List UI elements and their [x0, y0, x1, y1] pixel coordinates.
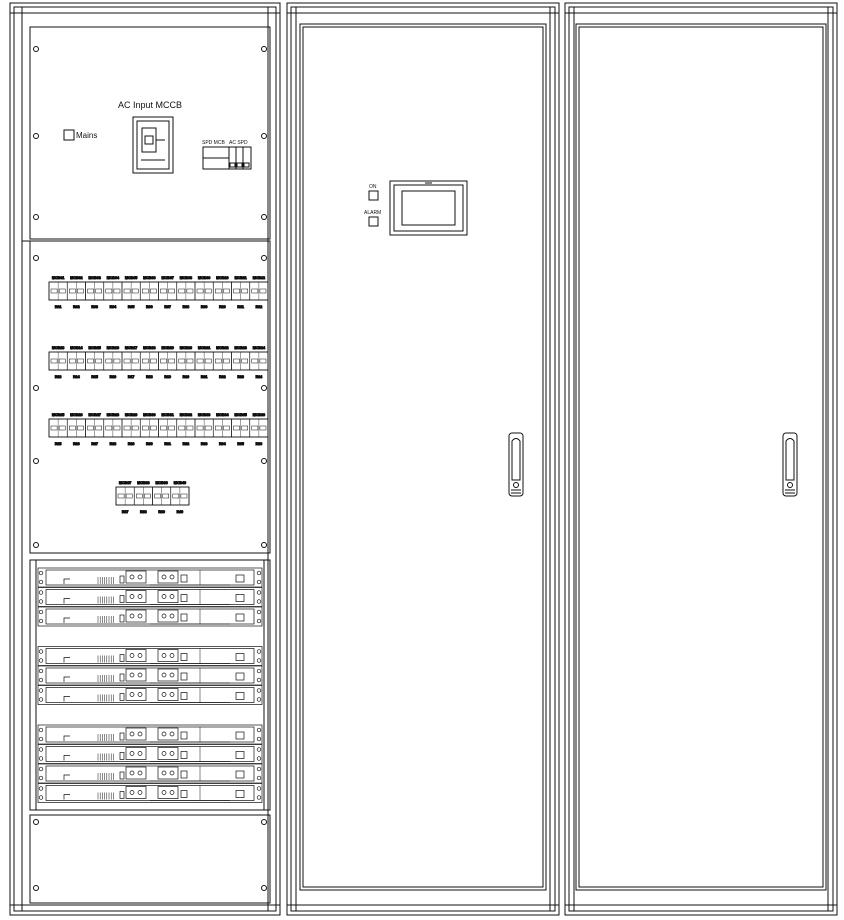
mcb-label: MCB16: [106, 346, 119, 350]
r-label: R37: [121, 510, 129, 514]
mcb-breaker[interactable]: [86, 352, 104, 370]
mcb-breaker[interactable]: [67, 419, 85, 437]
mcb-label: MCB21: [198, 346, 211, 350]
r-label: R30: [146, 442, 153, 446]
breaker-row: [49, 276, 268, 309]
screw-icon: [34, 459, 39, 464]
mcb-label: MCB11: [234, 276, 247, 280]
rectifier-module[interactable]: [38, 588, 262, 607]
mcb-label: MCB36: [252, 413, 265, 417]
mcb-breaker[interactable]: [232, 352, 250, 370]
mcb-breaker[interactable]: [140, 282, 158, 300]
screw-icon: [262, 215, 267, 220]
module-connector: [158, 748, 178, 760]
door-handle[interactable]: [783, 433, 797, 496]
r-label: R31: [164, 442, 171, 446]
mcb-breaker[interactable]: [213, 282, 231, 300]
screw-icon: [34, 820, 39, 825]
on-indicator-lamp: [369, 191, 378, 200]
module-connector: [126, 650, 146, 662]
r-label: R19: [164, 375, 171, 379]
mcb-breaker[interactable]: [250, 352, 268, 370]
mcb-breaker[interactable]: [232, 282, 250, 300]
screw-icon: [262, 886, 267, 891]
r-label: R04: [109, 305, 117, 309]
r-label: R07: [164, 305, 171, 309]
r-label: R08: [182, 305, 190, 309]
mcb-breaker[interactable]: [159, 282, 177, 300]
mcb-breaker[interactable]: [159, 419, 177, 437]
ac-input-mccb: [133, 117, 173, 173]
r-label: R26: [73, 442, 80, 446]
mcb-label: MCB27: [88, 413, 101, 417]
screw-icon: [262, 543, 267, 548]
mcb-label: MCB18: [143, 346, 156, 350]
mcb-label: MCB19: [161, 346, 174, 350]
r-label: R38: [140, 510, 147, 514]
r-label: R33: [200, 442, 208, 446]
mcb-breaker[interactable]: [122, 352, 140, 370]
mains-checkbox[interactable]: [64, 130, 74, 140]
screw-icon: [34, 256, 39, 261]
r-label: R27: [91, 442, 98, 446]
breaker-panel: [22, 241, 270, 553]
r-label: R18: [146, 375, 153, 379]
mcb-label: MCB24: [252, 346, 265, 350]
ac-spd-label: AC SPD: [229, 140, 248, 146]
screw-icon: [34, 386, 39, 391]
mcb-breaker[interactable]: [49, 419, 67, 437]
mcb-breaker[interactable]: [140, 352, 158, 370]
mcb-breaker[interactable]: [250, 419, 268, 437]
mcb-label: MCB25: [52, 413, 65, 417]
r-label: R23: [237, 375, 244, 379]
r-label: R10: [219, 305, 226, 309]
screw-icon: [34, 886, 39, 891]
module-connector: [158, 728, 178, 740]
mcb-breaker[interactable]: [122, 282, 140, 300]
r-label: R35: [237, 442, 244, 446]
mcb-breaker[interactable]: [195, 419, 213, 437]
touch-screen[interactable]: [390, 181, 467, 235]
alarm-indicator-label: ALARM: [364, 210, 382, 216]
r-label: R03: [91, 305, 98, 309]
mcb-label: MCB34: [216, 413, 229, 417]
mcb-breaker[interactable]: [171, 487, 189, 505]
module-connector: [126, 610, 146, 622]
screw-icon: [34, 215, 39, 220]
right-door[interactable]: [576, 24, 826, 890]
module-connector: [158, 610, 178, 622]
mcb-label: MCB37: [119, 481, 132, 485]
r-label: R16: [109, 375, 117, 379]
middle-cabinet: [287, 3, 559, 915]
r-label: R36: [255, 442, 263, 446]
mcb-label: MCB20: [179, 346, 192, 350]
mcb-breaker[interactable]: [86, 282, 104, 300]
mcb-label: MCB26: [70, 413, 83, 417]
mcb-breaker[interactable]: [86, 419, 104, 437]
screw-icon: [262, 256, 267, 261]
mcb-label: MCB15: [88, 346, 101, 350]
mcb-label: MCB35: [234, 413, 247, 417]
ac-input-panel: [30, 27, 270, 239]
bottom-panel: [30, 815, 270, 903]
mcb-breaker[interactable]: [134, 487, 152, 505]
mcb-breaker[interactable]: [104, 282, 122, 300]
mcb-breaker[interactable]: [159, 352, 177, 370]
mcb-breaker[interactable]: [232, 419, 250, 437]
r-label: R15: [91, 375, 98, 379]
r-label: R02: [73, 305, 80, 309]
spd-mcb-label: SPD MCB: [202, 140, 225, 146]
screw-icon: [34, 134, 39, 139]
mcb-breaker[interactable]: [177, 419, 195, 437]
mcb-label: MCB23: [234, 346, 247, 350]
r-label: R29: [127, 442, 135, 446]
breaker-row: [49, 413, 268, 446]
mcb-label: MCB06: [143, 276, 156, 280]
mcb-label: MCB14: [70, 346, 83, 350]
module-connector: [158, 689, 178, 701]
mcb-breaker[interactable]: [153, 487, 171, 505]
r-label: R05: [127, 305, 135, 309]
mains-label: Mains: [76, 131, 98, 140]
r-label: R06: [146, 305, 153, 309]
module-connector: [158, 669, 178, 681]
rectifier-module[interactable]: [38, 725, 262, 744]
screw-icon: [262, 386, 267, 391]
r-label: R20: [182, 375, 190, 379]
door-handle[interactable]: [509, 433, 523, 496]
module-connector: [158, 571, 178, 583]
mcb-label: MCB02: [70, 276, 83, 280]
right-cabinet: [565, 3, 837, 915]
mcb-breaker[interactable]: [49, 282, 67, 300]
mcb-breaker[interactable]: [250, 282, 268, 300]
mcb-breaker[interactable]: [213, 352, 231, 370]
r-label: R21: [200, 375, 208, 379]
r-label: R32: [182, 442, 190, 446]
mcb-label: MCB09: [198, 276, 211, 280]
mcb-label: MCB05: [125, 276, 138, 280]
module-connector: [126, 748, 146, 760]
r-label: R01: [54, 305, 62, 309]
module-connector: [126, 728, 146, 740]
mcb-breaker[interactable]: [104, 352, 122, 370]
screw-icon: [34, 47, 39, 52]
mcb-label: MCB01: [52, 276, 65, 280]
mcb-label: MCB17: [125, 346, 138, 350]
mcb-label: MCB04: [106, 276, 119, 280]
rectifier-module[interactable]: [38, 666, 262, 685]
module-connector: [158, 787, 178, 799]
mcb-breaker[interactable]: [116, 487, 134, 505]
mcb-breaker[interactable]: [122, 419, 140, 437]
r-label: R09: [200, 305, 208, 309]
mcb-label: MCB13: [52, 346, 65, 350]
module-connector: [126, 767, 146, 779]
r-label: R13: [54, 375, 62, 379]
rectifier-module[interactable]: [38, 764, 262, 783]
r-label: R14: [73, 375, 80, 379]
mcb-label: MCB40: [173, 481, 186, 485]
r-label: R22: [219, 375, 226, 379]
mcb-label: MCB28: [106, 413, 119, 417]
module-connector: [158, 591, 178, 603]
r-label: R24: [255, 375, 263, 379]
mcb-breaker[interactable]: [49, 352, 67, 370]
alarm-indicator-lamp: [369, 217, 378, 226]
mcb-label: MCB12: [252, 276, 265, 280]
mcb-breaker[interactable]: [213, 419, 231, 437]
breaker-rows: [49, 276, 268, 514]
r-label: R11: [237, 305, 244, 309]
mcb-label: MCB10: [216, 276, 229, 280]
module-connector: [126, 571, 146, 583]
screw-icon: [262, 459, 267, 464]
mcb-breaker[interactable]: [177, 282, 195, 300]
r-label: R40: [176, 510, 184, 514]
rectifier-module[interactable]: [38, 745, 262, 764]
module-connector: [126, 689, 146, 701]
rectifier-module[interactable]: [38, 784, 262, 803]
mcb-breaker[interactable]: [177, 352, 195, 370]
mcb-label: MCB31: [161, 413, 174, 417]
module-connector: [126, 787, 146, 799]
mcb-label: MCB22: [216, 346, 229, 350]
mcb-label: MCB39: [155, 481, 168, 485]
mcb-label: MCB30: [143, 413, 156, 417]
r-label: R34: [219, 442, 226, 446]
screw-icon: [262, 47, 267, 52]
breaker-row: [49, 346, 268, 379]
mcb-label: MCB38: [137, 481, 150, 485]
mcb-label: MCB29: [125, 413, 138, 417]
mcb-label: MCB32: [179, 413, 192, 417]
on-indicator-label: ON: [369, 184, 377, 190]
r-label: R17: [127, 375, 135, 379]
screw-icon: [262, 134, 267, 139]
r-label: R39: [158, 510, 165, 514]
rectifier-modules: [38, 568, 262, 803]
rectifier-module[interactable]: [38, 568, 262, 587]
spd-block: [203, 147, 251, 169]
module-connector: [126, 669, 146, 681]
mcb-breaker[interactable]: [195, 352, 213, 370]
ac-input-mccb-title: AC Input MCCB: [117, 100, 183, 110]
mcb-breaker[interactable]: [104, 419, 122, 437]
module-connector: [126, 591, 146, 603]
mcb-breaker[interactable]: [195, 282, 213, 300]
rectifier-module[interactable]: [38, 686, 262, 705]
mcb-label: MCB03: [88, 276, 101, 280]
rectifier-module[interactable]: [38, 607, 262, 626]
mcb-breaker[interactable]: [67, 282, 85, 300]
module-connector: [158, 767, 178, 779]
mcb-breaker[interactable]: [140, 419, 158, 437]
rectifier-module[interactable]: [38, 647, 262, 666]
breaker-row: [116, 481, 189, 514]
screw-icon: [262, 820, 267, 825]
screw-icon: [34, 543, 39, 548]
mcb-label: MCB33: [198, 413, 211, 417]
module-connector: [158, 650, 178, 662]
r-label: R12: [255, 305, 263, 309]
r-label: R28: [109, 442, 117, 446]
r-label: R25: [54, 442, 62, 446]
mcb-label: MCB07: [161, 276, 174, 280]
mcb-label: MCB08: [179, 276, 192, 280]
mcb-breaker[interactable]: [67, 352, 85, 370]
